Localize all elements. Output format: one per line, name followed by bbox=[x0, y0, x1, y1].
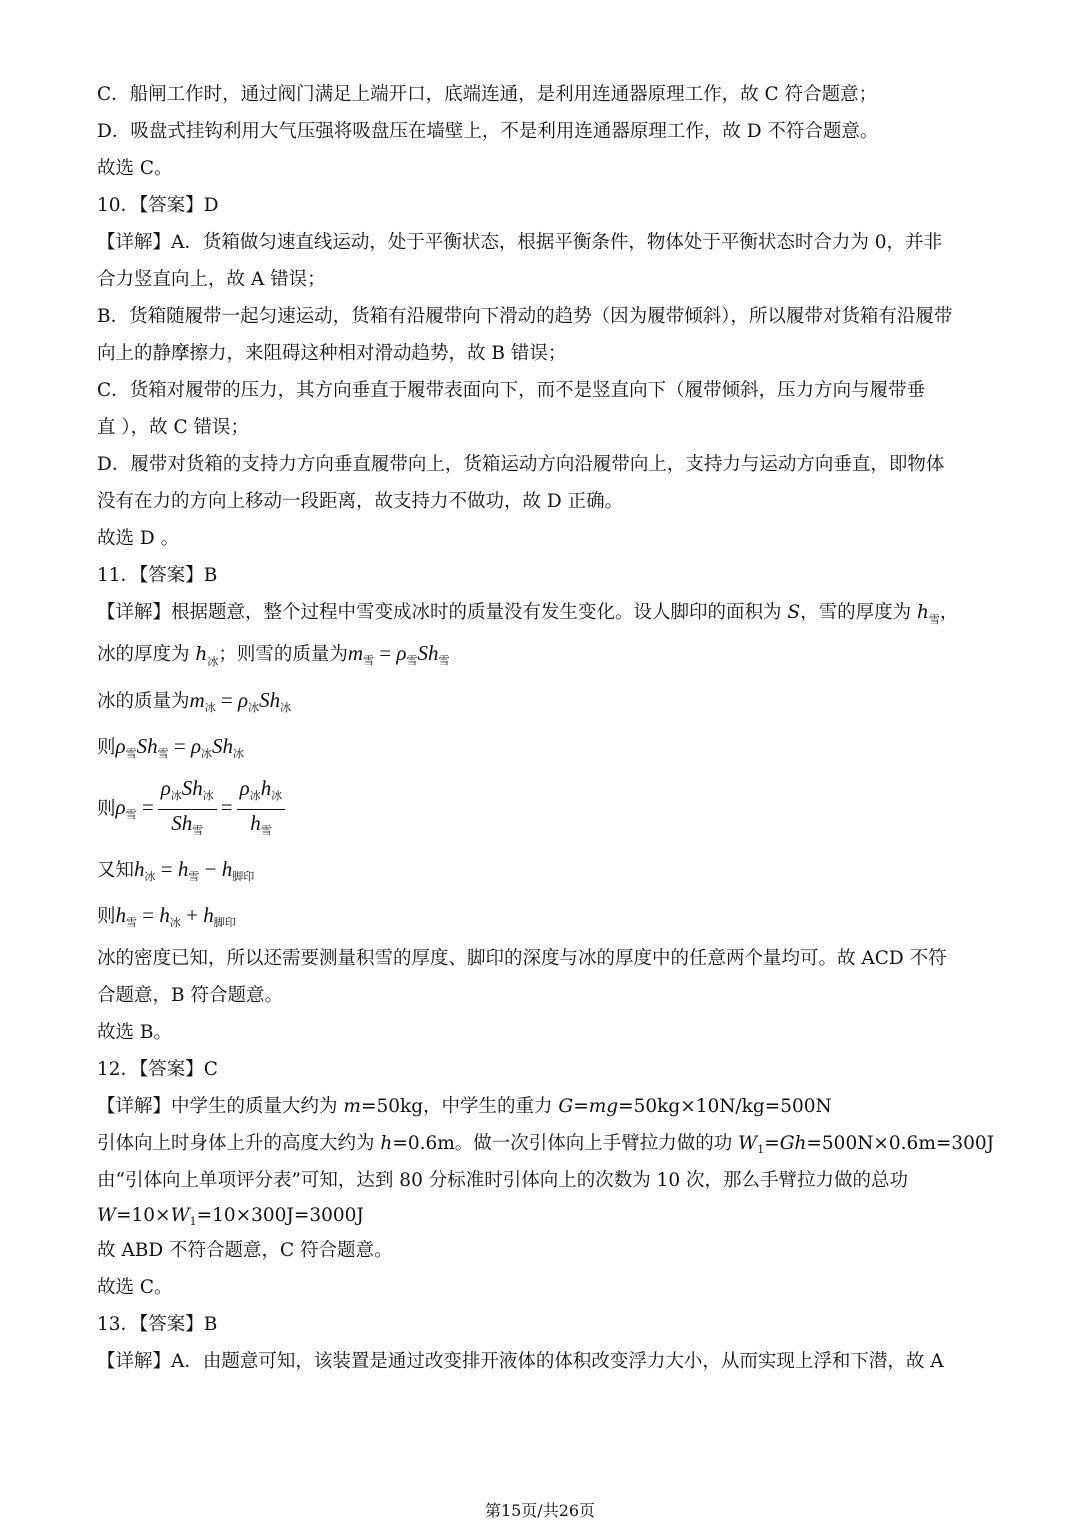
text-line: D．吸盘式挂钩利用大气压强将吸盘压在墙壁上，不是利用连通器原理工作，故 D 不符合题意。 bbox=[97, 121, 879, 142]
text-line: 【详解】A．由题意可知，该装置是通过改变排开液体的体积改变浮力大小，从而实现上浮和下潜，故 A bbox=[97, 1351, 944, 1372]
text-line: 没有在力的方向上移动一段距离，故支持力不做功，故 D 正确。 bbox=[97, 491, 624, 512]
text-line: 故选 D 。 bbox=[97, 528, 180, 549]
text-line: D．履带对货箱的支持力方向垂直履带向上，货箱运动方向沿履带向上，支持力与运动方向垂直，即物体 bbox=[97, 454, 945, 475]
equation-snow-thickness: h雪 = h冰 + h脚印 bbox=[115, 903, 236, 929]
answer-heading-11: 11．【答案】B bbox=[97, 565, 218, 586]
text-line: 合力竖直向上，故 A 错误； bbox=[97, 269, 326, 290]
text-line: 故选 C。 bbox=[97, 1277, 173, 1298]
text-line: 向上的静摩擦力，来阻碍这种相对滑动趋势，故 B 错误； bbox=[97, 343, 567, 364]
text-line: 则ρ雪Sh雪 = ρ冰Sh冰 bbox=[97, 734, 245, 760]
equation-snow-density: ρ雪 = $\frac{\text{ρ冰Sh冰}}{\text{Sh雪}}$ = $\frac{\text{ρ冰h冰}}{\text{h雪}}$ bbox=[116, 795, 290, 819]
equation-ice-mass: m冰 = ρ冰Sh冰 bbox=[189, 688, 292, 714]
equation-ice-thickness: h冰 = h雪 − h脚印 bbox=[134, 857, 255, 883]
text-line: C．货箱对履带的压力，其方向垂直于履带表面向下，而不是竖直向下（履带倾斜，压力方向与履带垂 bbox=[97, 380, 926, 401]
text-line: 由“引体向上单项评分表”可知，达到 80 分标准时引体向上的次数为 10 次，那么手臂拉力做的总功 bbox=[97, 1170, 909, 1191]
text-line: 直 ），故 C 错误； bbox=[97, 417, 250, 438]
answer-heading-12: 12．【答案】C bbox=[97, 1059, 218, 1080]
text-line: 则ρ雪 = $\frac{\text{ρ冰Sh冰}}{\text{Sh雪}}$ = $\frac{\text{ρ冰h冰}}{\text{h雪}}$ bbox=[97, 776, 289, 844]
text-line: 引体向上时身体上升的高度大约为 h=0.6m。做一次引体向上手臂拉力做的功 $W_1=Gh=500N\times 0.6m=300J$ bbox=[97, 1133, 995, 1156]
text-line: 【详解】中学生的质量大约为 m=50kg，中学生的重力 G=mg=50kg×10N/kg=500N bbox=[97, 1096, 832, 1117]
text-line: C．船闸工作时，通过阀门满足上端开口，底端连通，是利用连通器原理工作，故 C 符合题意； bbox=[97, 84, 878, 105]
text-line: 合题意，B 符合题意。 bbox=[97, 985, 283, 1006]
answer-heading-10: 10．【答案】D bbox=[97, 195, 219, 216]
text-line: 【详解】A．货箱做匀速直线运动，处于平衡状态，根据平衡条件，物体处于平衡状态时合力为 0，并非 bbox=[97, 232, 943, 253]
text-line: 冰的质量为m冰 = ρ冰Sh冰 bbox=[97, 688, 292, 714]
answer-heading-13: 13．【答案】B bbox=[97, 1314, 218, 1335]
text-line: 冰的厚度为 $h_冰$；则雪的质量为m雪 = ρ雪Sh雪 bbox=[97, 641, 450, 668]
text-line: 故选 B。 bbox=[97, 1022, 172, 1043]
equation-mass-equal: ρ雪Sh雪 = ρ冰Sh冰 bbox=[115, 734, 245, 760]
text-line: 【详解】根据题意，整个过程中雪变成冰时的质量没有发生变化。设人脚印的面积为 S，雪的厚度为 $h_雪$， bbox=[97, 602, 959, 626]
text-line: 故选 C。 bbox=[97, 158, 173, 179]
text-line: 又知h冰 = h雪 − h脚印 bbox=[97, 857, 255, 883]
text-line: $W=10\times W_1=10\times 300J=3000J$ bbox=[97, 1205, 364, 1228]
text-line: 冰的密度已知，所以还需要测量积雪的厚度、脚印的深度与冰的厚度中的任意两个量均可。故 ACD 不符 bbox=[97, 948, 947, 969]
equation-snow-mass: m雪 = ρ雪Sh雪 bbox=[347, 641, 450, 667]
text-line: 则h雪 = h冰 + h脚印 bbox=[97, 903, 236, 929]
page-footer: 第15页/共26页 bbox=[484, 1501, 596, 1520]
text-line: B．货箱随履带一起匀速运动，货箱有沿履带向下滑动的趋势（因为履带倾斜），所以履带对货箱有沿履带 bbox=[97, 306, 953, 327]
text-line: 故 ABD 不符合题意，C 符合题意。 bbox=[97, 1240, 393, 1261]
